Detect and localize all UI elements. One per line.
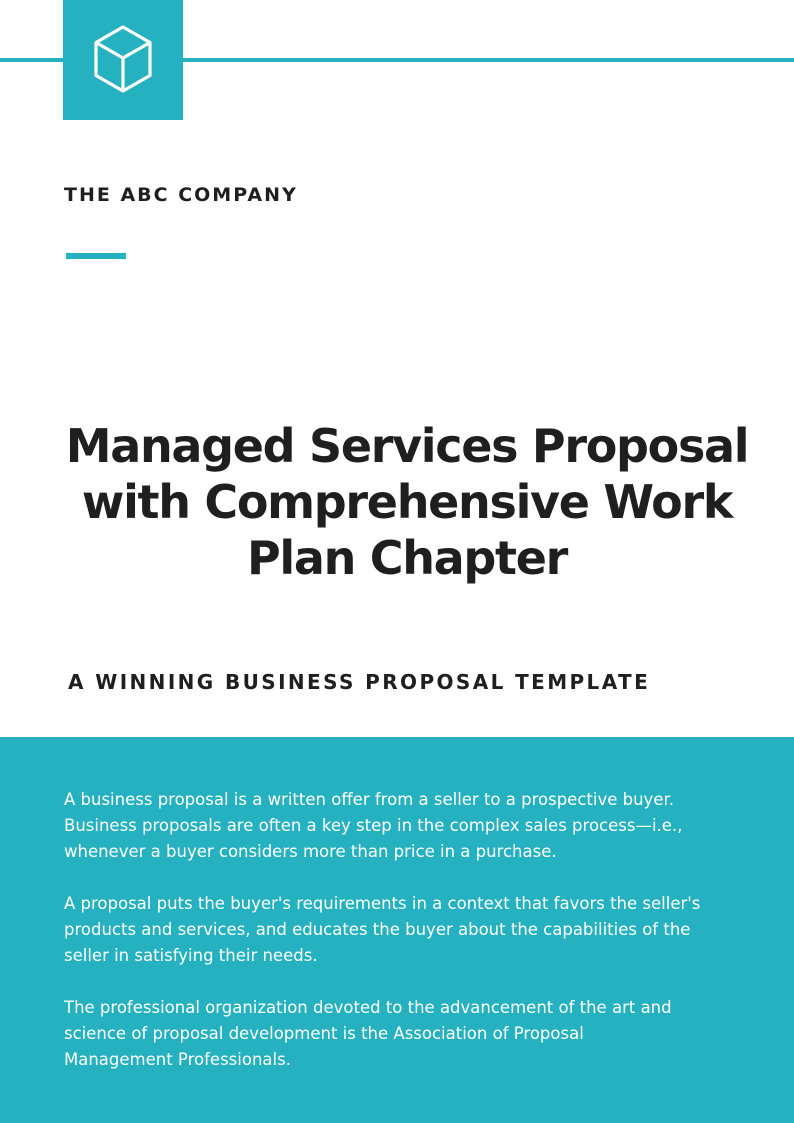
paragraph-2-line-1: A proposal puts the buyer's requirements in a context that favors the seller's xyxy=(64,894,701,913)
document-subtitle: A WINNING BUSINESS PROPOSAL TEMPLATE xyxy=(68,670,651,694)
paragraph-1-line-2: Business proposals are often a key step in the complex sales process—i.e., xyxy=(64,816,683,835)
paragraph-3-line-2: science of proposal development is the Association of Proposal xyxy=(64,1024,584,1043)
paragraph-1-line-1: A business proposal is a written offer from a seller to a prospective buyer. xyxy=(64,790,674,809)
logo-box xyxy=(63,0,183,120)
title-line-2: with Comprehensive Work xyxy=(81,475,733,529)
title-line-3: Plan Chapter xyxy=(246,531,568,585)
paragraph-1-line-3: whenever a buyer considers more than price in a purchase. xyxy=(64,842,557,861)
cube-icon xyxy=(93,24,153,94)
company-name: THE ABC COMPANY xyxy=(64,184,298,206)
document-title xyxy=(40,418,774,586)
accent-dash xyxy=(66,253,126,259)
description-text xyxy=(64,787,734,1099)
description-panel xyxy=(0,737,794,1123)
paragraph-2-line-2: products and services, and educates the buyer about the capabilities of the xyxy=(64,920,691,939)
paragraph-2 xyxy=(64,891,734,969)
title-line-1: Managed Services Proposal xyxy=(65,419,749,473)
paragraph-3-line-3: Management Professionals. xyxy=(64,1050,291,1069)
paragraph-3 xyxy=(64,995,734,1073)
paragraph-1 xyxy=(64,787,734,865)
paragraph-2-line-3: seller in satisfying their needs. xyxy=(64,946,318,965)
paragraph-3-line-1: The professional organization devoted to the advancement of the art and xyxy=(64,998,672,1017)
